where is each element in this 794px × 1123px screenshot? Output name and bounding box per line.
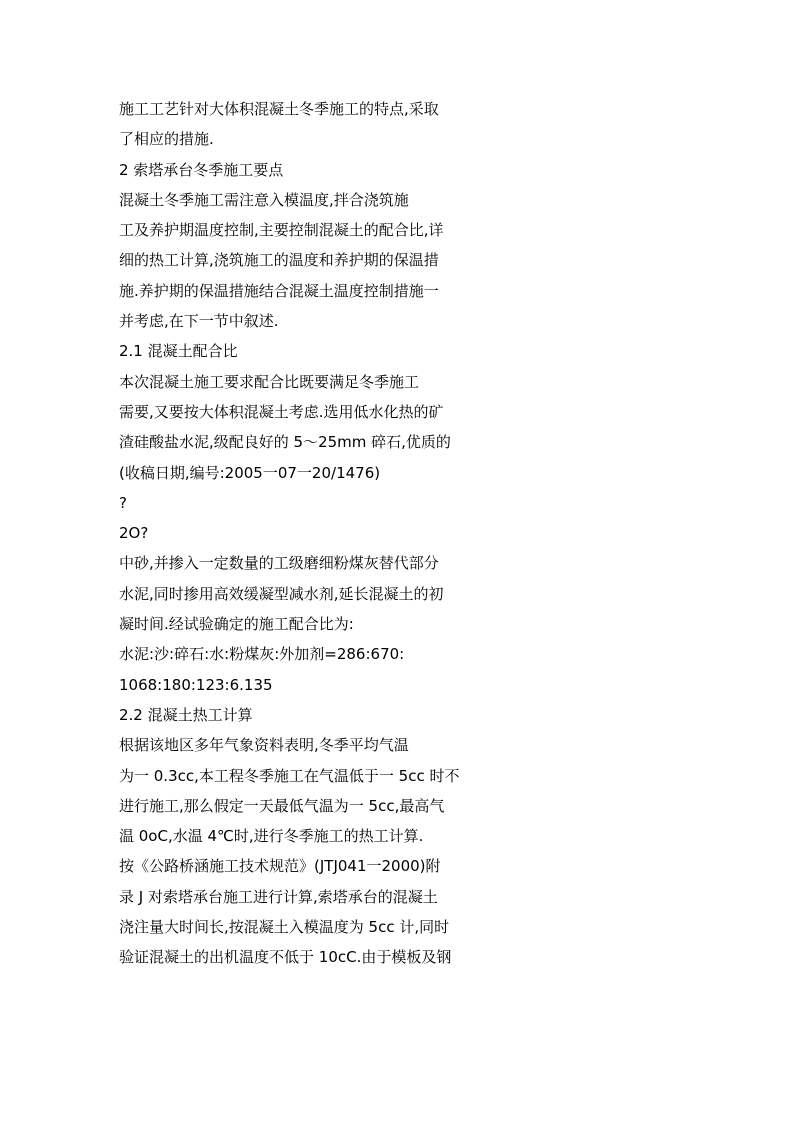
text-line: 浇注量大时间长,按混凝土入模温度为 5cc 计,同时 (119, 918, 450, 937)
text-line: 施.养护期的保温措施结合混凝土温度控制措施一 (119, 281, 439, 300)
text-line: ? (119, 493, 127, 512)
text-line: 混凝土冬季施工需注意入模温度,拌合浇筑施 (119, 190, 409, 209)
text-line: 渣硅酸盐水泥,级配良好的 5～25mm 碎石,优质的 (119, 433, 451, 452)
text-line: 2O? (119, 524, 149, 543)
text-line: 凝时间.经试验确定的施工配合比为: (119, 615, 354, 634)
received-date-note: (收稿日期,编号:2005一07一20/1476) (119, 463, 381, 482)
text-line: 为一 0.3cc,本工程冬季施工在气温低于一 5cc 时不 (119, 766, 460, 785)
text-line: 施工工艺针对大体积混凝土冬季施工的特点,采取 (119, 100, 439, 118)
text-line: 中砂,并掺入一定数量的工级磨细粉煤灰替代部分 (119, 554, 439, 573)
text-line: 按《公路桥涵施工技术规范》(JTJ041一2000)附 (119, 857, 441, 876)
text-line: 验证混凝土的出机温度不低于 10cC.由于模板及钢 (119, 948, 452, 967)
mix-ratio-line: 1068:180:123:6.135 (119, 675, 273, 694)
text-line: 并考虑,在下一节中叙述. (119, 312, 279, 331)
text-line: 细的热工计算,浇筑施工的温度和养护期的保温措 (119, 251, 439, 270)
text-line: 进行施工,那么假定一天最低气温为一 5cc,最高气 (119, 796, 445, 815)
text-line: 需要,又要按大体积混凝土考虑.选用低水化热的矿 (119, 402, 444, 421)
subsection-heading: 2.1 混凝土配合比 (119, 342, 238, 361)
text-line: 工及养护期温度控制,主要控制混凝土的配合比,详 (119, 221, 444, 240)
subsection-heading: 2.2 混凝土热工计算 (119, 705, 253, 724)
text-line: 了相应的措施. (119, 130, 214, 149)
text-line: 录 J 对索塔承台施工进行计算,索塔承台的混凝土 (119, 887, 438, 906)
body-text (119, 94, 479, 973)
section-heading: 2 索塔承台冬季施工要点 (119, 160, 284, 179)
mix-ratio-line: 水泥:沙:碎石:水:粉煤灰:外加剂=286:670: (119, 645, 405, 664)
text-line: 水泥,同时掺用高效缓凝型减水剂,延长混凝土的初 (119, 584, 444, 603)
text-line: 根据该地区多年气象资料表明,冬季平均气温 (119, 736, 409, 755)
text-line: 本次混凝土施工要求配合比既要满足冬季施工 (119, 372, 420, 391)
text-line: 温 0oC,水温 4℃时,进行冬季施工的热工计算. (119, 827, 424, 846)
